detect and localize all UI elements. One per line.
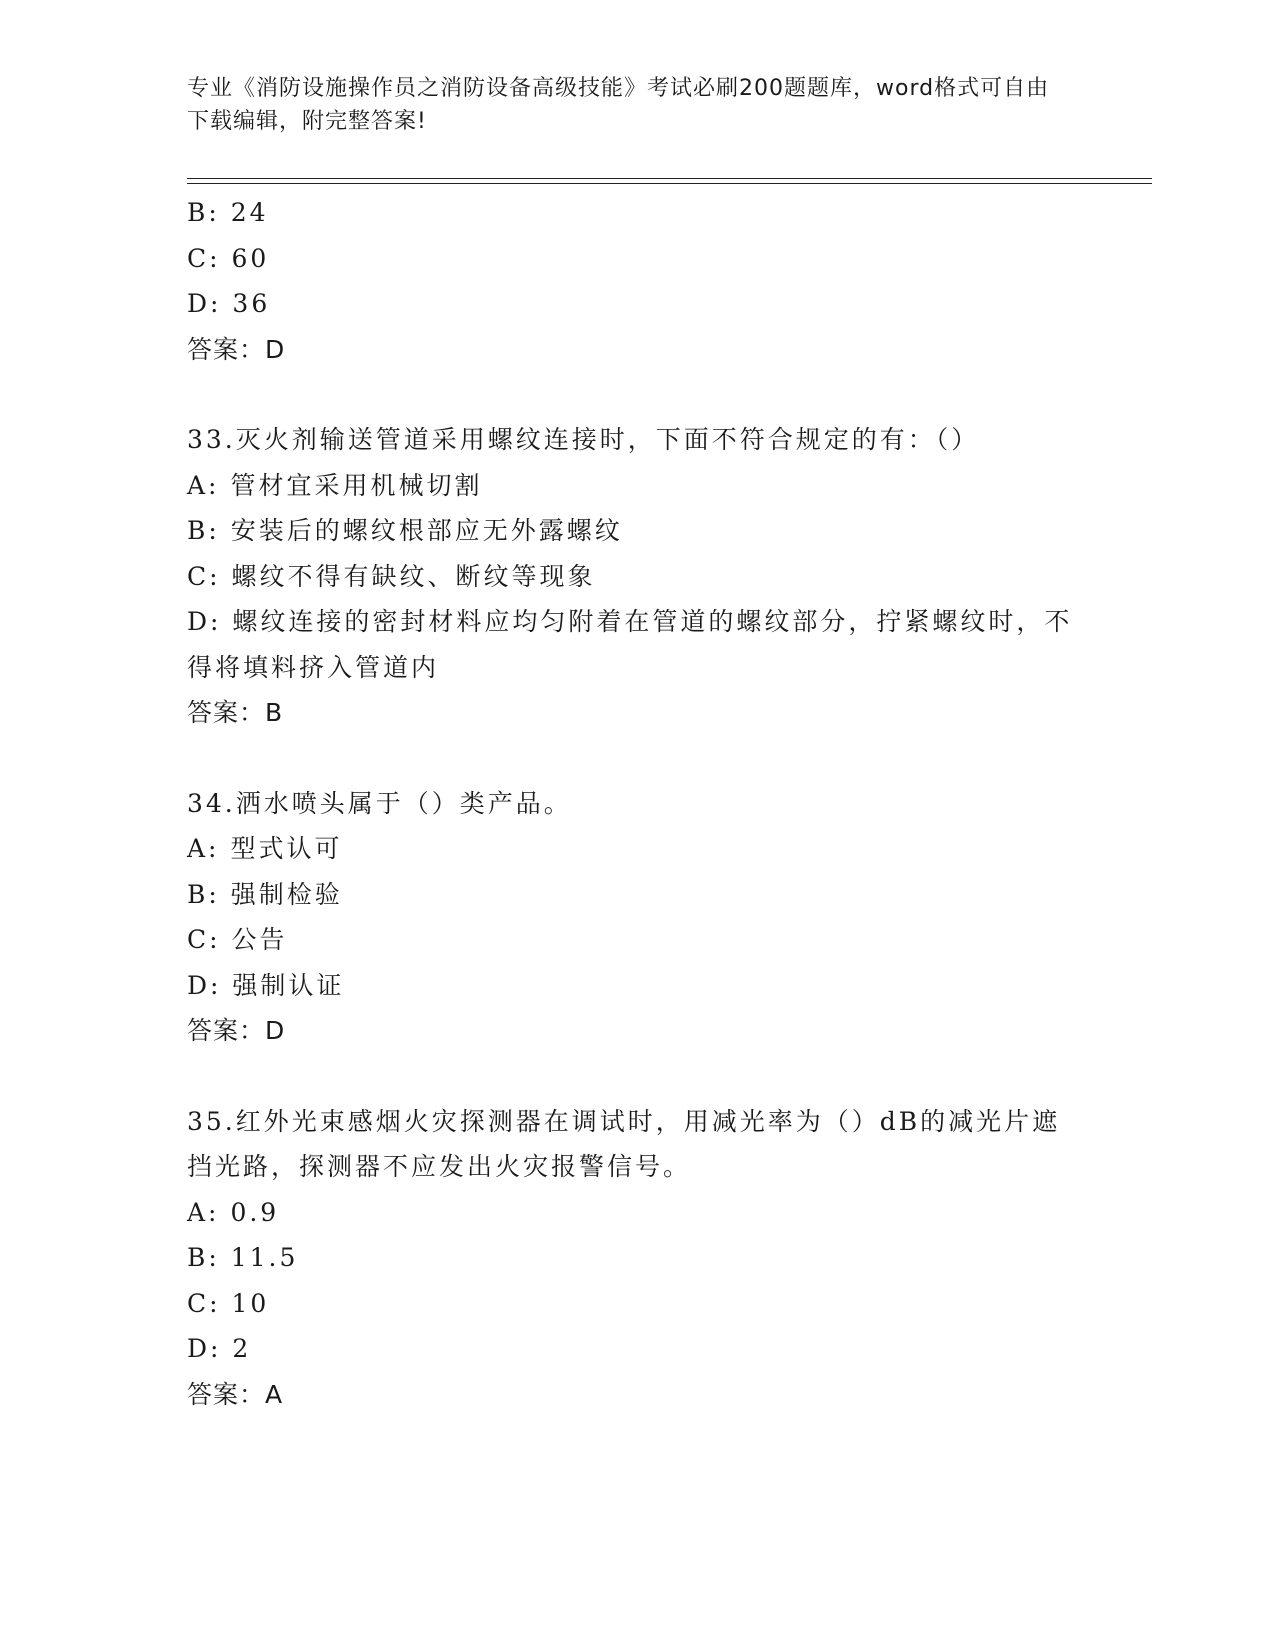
previous-question-tail bbox=[187, 190, 1087, 372]
answer-line: 答案：D bbox=[187, 1016, 286, 1045]
question-list bbox=[187, 190, 1087, 1417]
answer-line: 答案：B bbox=[187, 698, 284, 727]
answer-line: 答案：A bbox=[187, 1379, 284, 1409]
option-b: B: 24 bbox=[187, 198, 269, 227]
answer-line: 答案：D bbox=[187, 334, 286, 364]
option-c: C: 60 bbox=[187, 243, 270, 273]
option-a: A: 管材宜采用机械切割 bbox=[187, 470, 483, 500]
option-c: C: 10 bbox=[187, 1288, 270, 1318]
option-b: B: 安装后的螺纹根部应无外露螺纹 bbox=[187, 516, 623, 545]
option-c: C: 公告 bbox=[187, 925, 288, 954]
option-b: B: 11.5 bbox=[187, 1243, 299, 1272]
question-35 bbox=[187, 1099, 1087, 1418]
question-33 bbox=[187, 417, 1087, 736]
option-b: B: 强制检验 bbox=[187, 879, 343, 909]
option-c: C: 螺纹不得有缺纹、断纹等现象 bbox=[187, 561, 596, 591]
option-d: D: 36 bbox=[187, 289, 271, 318]
question-stem: 33.灭火剂输送管道采用螺纹连接时，下面不符合规定的有：（） bbox=[187, 425, 980, 454]
question-34 bbox=[187, 781, 1087, 1054]
option-d: D: 强制认证 bbox=[187, 970, 345, 1000]
question-stem: 34.洒水喷头属于（）类产品。 bbox=[187, 788, 572, 818]
header-rule-bottom bbox=[187, 183, 1152, 184]
header-rule-top bbox=[187, 178, 1152, 179]
option-d: D: 2 bbox=[187, 1334, 252, 1363]
option-a: A: 型式认可 bbox=[187, 834, 343, 863]
option-d: D: 螺纹连接的密封材料应均匀附着在管道的螺纹部分，拧紧螺纹时，不得将填料挤入管道内 bbox=[187, 607, 1073, 682]
question-stem: 35.红外光束感烟火灾探测器在调试时，用减光率为（）dB的减光片遮挡光路，探测器不应发出火灾报警信号。 bbox=[187, 1106, 1061, 1181]
header-title: 专业《消防设施操作员之消防设备高级技能》考试必刷200题题库，word格式可自由下载编辑，附完整答案! bbox=[187, 76, 1050, 134]
option-a: A: 0.9 bbox=[187, 1197, 280, 1227]
page-header bbox=[187, 72, 1067, 138]
